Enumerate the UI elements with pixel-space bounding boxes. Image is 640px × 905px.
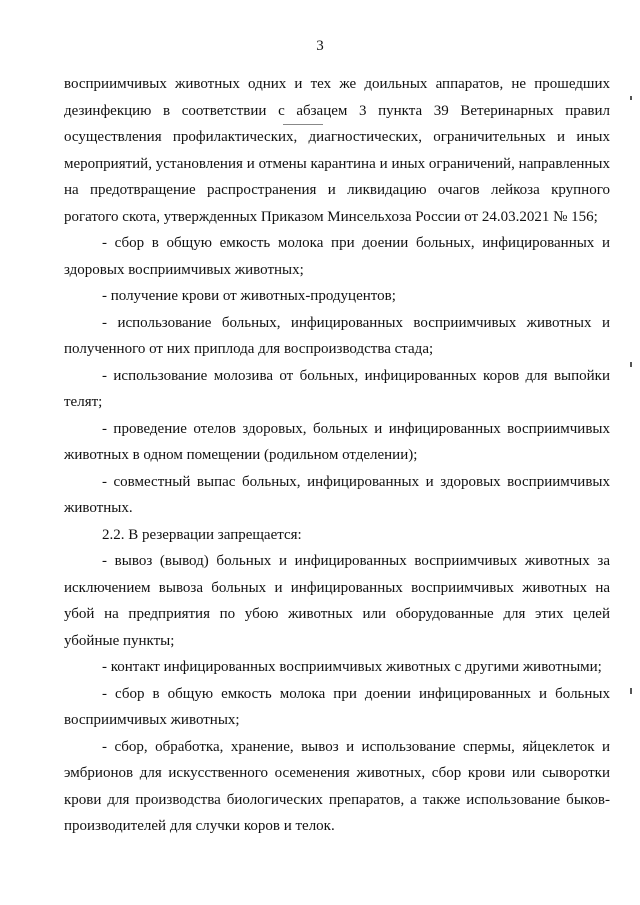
list-item: - использование больных, инфицированных восприимчивых животных и полученного от них приплода для воспроизводства стада; [64, 314, 610, 357]
scan-artifact [630, 688, 632, 694]
scan-artifact [283, 124, 323, 125]
list-item: - получение крови от животных-продуцентов; [102, 288, 396, 304]
list-item: - совместный выпас больных, инфицированных и здоровых восприимчивых животных. [64, 473, 610, 516]
document-body [64, 71, 610, 840]
list-item: - сбор, обработка, хранение, вывоз и использование спермы, яйцеклеток и эмбрионов для искусственного осеменения животных, сбор крови или сыворотки крови для производства биологических препаратов, а также использование быков-производителей для случки коров и телок. [64, 738, 610, 834]
scan-artifact [630, 96, 632, 100]
list-item: - проведение отелов здоровых, больных и инфицированных восприимчивых животных в одном помещении (родильном отделении); [64, 420, 610, 463]
section-heading: 2.2. В резервации запрещается: [102, 526, 302, 543]
list-item: - контакт инфицированных восприимчивых животных с другими животными; [102, 659, 602, 675]
page-number: 3 [316, 38, 324, 54]
list-item: - сбор в общую емкость молока при доении инфицированных и больных восприимчивых животных; [64, 685, 610, 728]
scan-artifact [630, 362, 632, 367]
list-item: - вывоз (вывод) больных и инфицированных восприимчивых животных за исключением вывоза больных и инфицированных восприимчивых животных на убой на предприятия по убою животных или оборудованные для этих целей убойные пункты; [64, 553, 610, 649]
list-item: - сбор в общую емкость молока при доении больных, инфицированных и здоровых восприимчивых животных; [64, 235, 610, 278]
paragraph: восприимчивых животных одних и тех же доильных аппаратов, не прошедших дезинфекцию в соответствии с абзацем 3 пункта 39 Ветеринарных правил осуществления профилактических, диагностических, ограничительных и иных мероприятий, установления и отмены карантина и иных ограничений, направленных на предотвращение распространения и ликвидацию очагов лейкоза крупного рогатого скота, утвержденных Приказом Минсельхоза России от 24.03.2021 № 156; [64, 76, 610, 225]
list-item: - использование молозива от больных, инфицированных коров для выпойки телят; [64, 367, 610, 410]
